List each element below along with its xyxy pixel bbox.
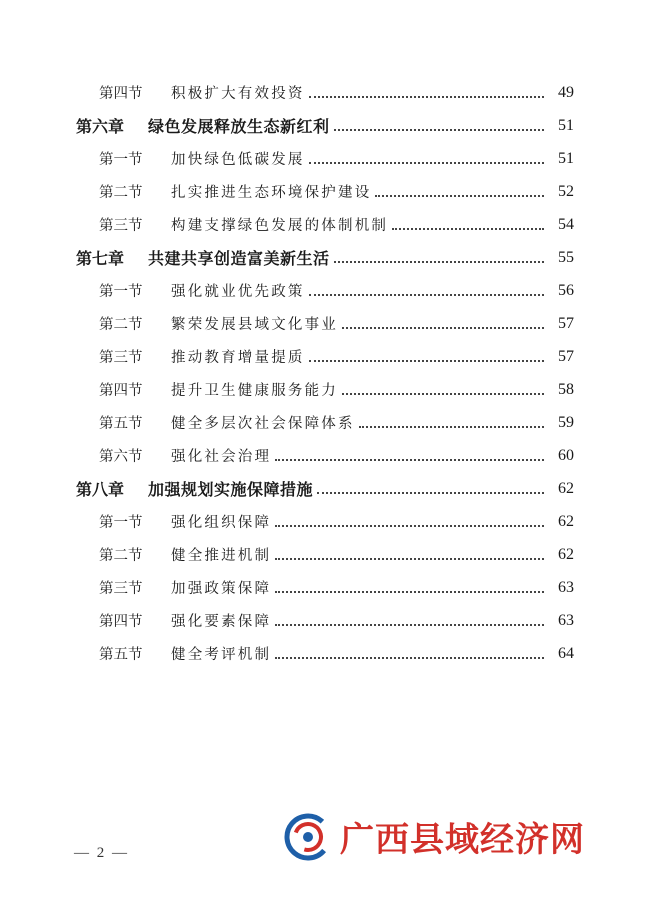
toc-section-row bbox=[0, 175, 650, 208]
toc-entry-title bbox=[99, 643, 271, 664]
toc-entry-label: 绿色发展释放生态新红利 bbox=[148, 117, 330, 136]
toc-entry-label: 共建共享创造富美新生活 bbox=[148, 249, 330, 268]
toc-entry-number: 第一节 bbox=[99, 515, 143, 531]
toc-entry-title bbox=[99, 544, 271, 565]
toc-page-number: 62 bbox=[558, 512, 574, 530]
toc-page-number: 57 bbox=[558, 347, 574, 365]
toc-section-row bbox=[0, 340, 650, 373]
toc-page-number: 51 bbox=[558, 116, 574, 134]
toc-page-number: 59 bbox=[558, 413, 574, 431]
toc-entry-title bbox=[99, 445, 271, 466]
toc-entry-label: 强化社会治理 bbox=[171, 449, 272, 465]
toc-entry-title bbox=[76, 246, 330, 269]
toc-entry-label: 强化组织保障 bbox=[171, 515, 272, 531]
toc-entry-label: 健全考评机制 bbox=[171, 647, 272, 663]
dot-leader bbox=[334, 261, 544, 263]
swirl-logo-icon bbox=[284, 813, 332, 861]
toc-section-row bbox=[0, 538, 650, 571]
toc-page-number: 62 bbox=[558, 545, 574, 563]
toc-entry-label: 加强规划实施保障措施 bbox=[148, 480, 314, 499]
toc-entry-title bbox=[99, 346, 305, 367]
toc-entry-label: 推动教育增量提质 bbox=[171, 350, 305, 366]
toc-section-row bbox=[0, 406, 650, 439]
toc-page-number: 55 bbox=[558, 248, 574, 266]
toc-entry-title bbox=[76, 477, 313, 500]
toc-entry-number: 第三节 bbox=[99, 350, 143, 366]
toc-entry-title bbox=[99, 412, 355, 433]
toc-entry-label: 加强政策保障 bbox=[171, 581, 272, 597]
toc-entry-number: 第六章 bbox=[76, 117, 125, 136]
toc-entry-number: 第五节 bbox=[99, 416, 143, 432]
toc-section-row bbox=[0, 637, 650, 670]
dot-leader bbox=[275, 525, 544, 527]
dot-leader bbox=[392, 228, 544, 230]
toc-entry-title bbox=[99, 82, 305, 103]
toc-page-number: 58 bbox=[558, 380, 574, 398]
toc-entry-number: 第四节 bbox=[99, 86, 143, 102]
toc-page-number: 52 bbox=[558, 182, 574, 200]
toc-entry-number: 第六节 bbox=[99, 449, 143, 465]
toc-entry-title bbox=[99, 577, 271, 598]
dot-leader bbox=[317, 492, 544, 494]
toc-entry-number: 第五节 bbox=[99, 647, 143, 663]
toc-entry-number: 第二节 bbox=[99, 185, 143, 201]
toc-section-row bbox=[0, 307, 650, 340]
watermark-text: 广西县域经济网 bbox=[340, 820, 585, 860]
dot-leader bbox=[309, 96, 544, 98]
dot-leader bbox=[334, 129, 544, 131]
dot-leader bbox=[375, 195, 544, 197]
toc-entry-title bbox=[99, 610, 271, 631]
toc-chapter-row bbox=[0, 241, 650, 274]
toc-entry-title bbox=[76, 114, 330, 137]
toc-entry-title bbox=[99, 280, 305, 301]
dot-leader bbox=[342, 393, 544, 395]
page-number: — 2 — bbox=[74, 845, 129, 861]
dot-leader bbox=[275, 591, 544, 593]
toc-entry-number: 第三节 bbox=[99, 218, 143, 234]
toc-entry-number: 第七章 bbox=[76, 249, 125, 268]
toc-section-row bbox=[0, 439, 650, 472]
toc-entry-title bbox=[99, 313, 338, 334]
toc-page-number: 54 bbox=[558, 215, 574, 233]
toc-page-number: 62 bbox=[558, 479, 574, 497]
toc-chapter-row bbox=[0, 472, 650, 505]
toc-page-number: 60 bbox=[558, 446, 574, 464]
toc-entry-title bbox=[99, 181, 371, 202]
toc-entry-label: 加快绿色低碳发展 bbox=[171, 152, 305, 168]
toc-entry-title bbox=[99, 148, 305, 169]
toc-entry-label: 强化就业优先政策 bbox=[171, 284, 305, 300]
toc-page-number: 64 bbox=[558, 644, 574, 662]
toc-entry-number: 第一节 bbox=[99, 284, 143, 300]
dot-leader bbox=[359, 426, 544, 428]
toc-page-number: 63 bbox=[558, 611, 574, 629]
dot-leader bbox=[309, 294, 544, 296]
toc-section-row bbox=[0, 505, 650, 538]
dot-leader bbox=[342, 327, 544, 329]
toc-entry-number: 第八章 bbox=[76, 480, 125, 499]
toc-section-row bbox=[0, 208, 650, 241]
dot-leader bbox=[309, 360, 544, 362]
table-of-contents bbox=[0, 76, 650, 670]
toc-page-number: 51 bbox=[558, 149, 574, 167]
toc-entry-number: 第四节 bbox=[99, 614, 143, 630]
toc-entry-number: 第四节 bbox=[99, 383, 143, 399]
toc-section-row bbox=[0, 571, 650, 604]
site-watermark bbox=[284, 812, 585, 861]
toc-entry-label: 健全多层次社会保障体系 bbox=[171, 416, 355, 432]
toc-section-row bbox=[0, 142, 650, 175]
toc-entry-label: 积极扩大有效投资 bbox=[171, 86, 305, 102]
toc-entry-title bbox=[99, 214, 388, 235]
toc-chapter-row bbox=[0, 109, 650, 142]
dot-leader bbox=[275, 558, 544, 560]
dot-leader bbox=[309, 162, 544, 164]
toc-entry-label: 繁荣发展县域文化事业 bbox=[171, 317, 338, 333]
dot-leader bbox=[275, 459, 544, 461]
toc-page-number: 56 bbox=[558, 281, 574, 299]
toc-entry-number: 第三节 bbox=[99, 581, 143, 597]
dot-leader bbox=[275, 624, 544, 626]
dot-leader bbox=[275, 657, 544, 659]
toc-section-row bbox=[0, 373, 650, 406]
toc-entry-number: 第二节 bbox=[99, 317, 143, 333]
toc-entry-label: 提升卫生健康服务能力 bbox=[171, 383, 338, 399]
toc-entry-number: 第二节 bbox=[99, 548, 143, 564]
toc-entry-number: 第一节 bbox=[99, 152, 143, 168]
toc-entry-title bbox=[99, 379, 338, 400]
toc-page-number: 49 bbox=[558, 83, 574, 101]
toc-section-row bbox=[0, 76, 650, 109]
toc-page-number: 63 bbox=[558, 578, 574, 596]
toc-entry-label: 健全推进机制 bbox=[171, 548, 272, 564]
toc-entry-label: 强化要素保障 bbox=[171, 614, 272, 630]
toc-page-number: 57 bbox=[558, 314, 574, 332]
toc-entry-label: 构建支撑绿色发展的体制机制 bbox=[171, 218, 389, 234]
toc-section-row bbox=[0, 274, 650, 307]
toc-entry-label: 扎实推进生态环境保护建设 bbox=[171, 185, 372, 201]
toc-entry-title bbox=[99, 511, 271, 532]
toc-section-row bbox=[0, 604, 650, 637]
